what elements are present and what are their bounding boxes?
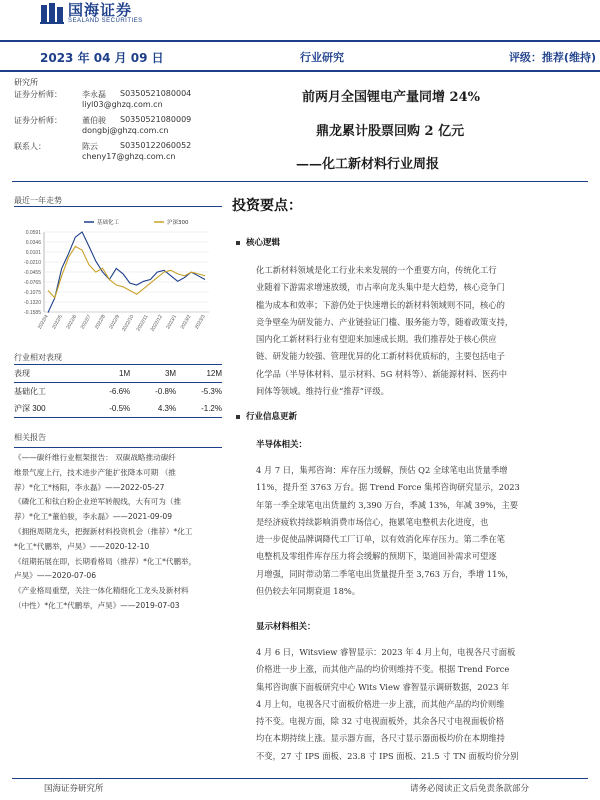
x-tick-label: 2022/5 [51, 314, 65, 331]
legend-label: 基础化工 [97, 220, 120, 226]
chart-y-ticks [24, 230, 41, 316]
analyst-email[interactable]: dongbj@ghzq.com.cn [82, 126, 169, 135]
bullet-square-icon [236, 241, 240, 245]
perf-cell: 基础化工 [14, 387, 46, 396]
core-logic-heading: 核心逻辑 [236, 236, 280, 248]
report-date: 2023 年 04 月 09 日 [40, 51, 164, 65]
perf-title: 行业相对表现 [14, 353, 62, 362]
analyst-name: 董伯骏 [82, 116, 106, 125]
rating: 评级：推荐(维持) [508, 51, 596, 64]
analyst-role: 证券分析师： [14, 90, 62, 99]
logo-en: SEALAND SECURITIES [68, 18, 143, 24]
report-line[interactable]: 维景气度上行，技术进步产能扩张降本可期 （推 [14, 467, 176, 477]
perf-cell: 4.3% [130, 400, 176, 418]
y-tick-label: -0.0455 [24, 270, 41, 276]
perf-header-cell: 3M [130, 365, 176, 383]
company-logo [40, 2, 143, 24]
perf-cell: -1.2% [176, 400, 222, 418]
news-heading: 行业信息更新 [236, 410, 297, 422]
bullet-square-icon [236, 415, 240, 419]
trend-chart [14, 212, 224, 342]
y-tick-label: -0.0765 [24, 280, 41, 286]
logo-cn: 国海证券 [68, 1, 133, 19]
y-tick-label: -0.1585 [24, 310, 41, 316]
analyst-role: 证券分析师： [14, 116, 62, 125]
x-tick-label: 2022/10 [121, 314, 136, 333]
perf-cell: -0.8% [155, 387, 177, 396]
perf-row [14, 400, 222, 418]
perf-header-row [14, 365, 222, 383]
analyst-role: 联系人： [14, 142, 46, 151]
x-tick-label: 2022/7 [79, 314, 93, 331]
perf-row [14, 383, 222, 401]
report-title: 前两月全国锂电产量同增 24% [302, 90, 480, 105]
sealand-logo-icon [40, 2, 64, 24]
trend-rule [14, 206, 222, 207]
footer-institute: 国海证券研究所 [44, 784, 104, 794]
report-line[interactable]: 《产业格局重塑，关注一体化精细化工龙头及新材料 [14, 586, 189, 596]
header-divider [12, 181, 588, 182]
perf-table [14, 364, 222, 418]
footer-rule [12, 778, 588, 779]
legend-label: 沪深300 [167, 220, 189, 226]
semi-heading: 半导体相关： [256, 440, 308, 450]
trend-title: 最近一年走势 [14, 196, 62, 205]
report-line[interactable]: *化工*代鹏举，卢昊》——2020-12-10 [14, 541, 150, 551]
perf-header-cell: 1M [84, 365, 130, 383]
x-tick-label: 2023/1 [165, 314, 179, 331]
report-type: 行业研究 [300, 51, 344, 64]
y-tick-label: -0.0210 [24, 260, 41, 266]
report-line[interactable]: 《纽期拓展在即，长期看格局（推荐）*化工*代鹏举， [14, 556, 197, 566]
chart-grid [44, 232, 209, 312]
analyst-name: 李永磊 [82, 90, 106, 99]
report-line[interactable]: 荐）*化工*杨阳，李永磊》——2022-05-27 [14, 482, 165, 492]
perf-cell: -5.3% [201, 387, 222, 396]
core-logic-paragraph: 化工新材料领域是化工行业未来发展的一个重要方向，传统化工行 业随着下游需求增速放缓，市占率向龙头集中是大趋势，核心竞争门 槛为成本和效率；下游仍处于快速增长的新材料领域则不同，核心的 竞争壁垒为研发能力、产业链验证门槛、服务能力等，随着政策支持， 国内化工新材料行业有望迎来加速成长期。我们推荐处于核心供应 链、研发能力较强、管理优异的化工新材料优质标的，主要包括电子 化学品（半导体材料、显示材料、5G 材料等）、新能源材料、医药中 间体等领域。维持行业“推荐”评级。 [256, 265, 514, 397]
x-tick-label: 2022/4 [36, 314, 50, 331]
reports-title: 相关报告 [14, 433, 46, 442]
y-tick-label: 0.0101 [25, 250, 41, 256]
chart-legend [84, 218, 189, 226]
y-tick-label: -0.1320 [24, 300, 41, 306]
chart-x-ticks [37, 314, 207, 333]
related-reports [14, 432, 222, 614]
analyst-email[interactable]: cheny17@ghzq.com.cn [82, 152, 176, 161]
report-line[interactable]: 《磷化工和钛白粉企业逆军转舰线，大有可为（推 [14, 497, 182, 507]
perf-header-cell: 表现 [14, 365, 84, 383]
perf-cell: -6.6% [109, 387, 131, 396]
x-tick-label: 2022/8 [93, 314, 107, 331]
report-line[interactable]: 卢昊》——2020-07-06 [14, 571, 97, 581]
report-line[interactable]: 荐）*化工*董伯骏，李永磊》——2021-09-09 [14, 512, 173, 522]
report-line[interactable]: 《——碳纤维行业框架报告： 双碳战略推动碳纤 [14, 453, 176, 462]
perf-cell: -0.5% [84, 400, 130, 418]
report-line[interactable]: （中性）*化工*代鹏举，卢昊》——2019-07-03 [14, 600, 180, 610]
x-tick-label: 2022/11 [135, 314, 150, 333]
chart-lines [48, 232, 205, 313]
report-series: ——化工新材料行业周报 [296, 157, 440, 172]
footer-disclaimer[interactable]: 请务必阅读正文后免责条款部分 [410, 784, 530, 794]
institute-label: 研究所 [14, 78, 38, 87]
analyst-code: S0350122060052 [120, 141, 192, 150]
x-tick-label: 2022/6 [65, 314, 79, 331]
display-heading: 显示材料相关： [256, 622, 316, 632]
analyst-email[interactable]: liyl03@ghzq.com.cn [82, 100, 163, 109]
series-line [48, 232, 205, 313]
x-tick-label: 2023/2 [179, 314, 193, 331]
y-tick-label: -0.1075 [24, 290, 41, 296]
analyst-code: S0350521080004 [120, 89, 192, 98]
x-tick-label: 2022/12 [149, 314, 164, 333]
reports-rule [14, 447, 222, 448]
analyst-code: S0350521080009 [120, 115, 192, 124]
key-points-heading: 投资要点： [232, 198, 302, 214]
semi-paragraph: 4 月 7 日，集邦咨询：库存压力缓解，预估 Q2 全球笔电出货量季增 11%，提升至 3763 万台。据 Trend Force 集邦咨询研究显示，2023 年第一季全球笔电出货量约 3,390 万台，季减 13%，年减 39%，主要 是经济疲软持续影响消费市场信心，拖累笔电整机去化进度，也 进一步促使品牌调降代工厂订单，以有效消化库存压力。第二季在笔 电整机及零组件库存压力将会缓解的预期下，渠道回补需求可望逐 月增强，同时带动第二季笔电出货量提升至 3,763 万台，季增 11%， 但仍较去年同期衰退 18%。 [256, 465, 520, 597]
perf-cell: 沪深 300 [14, 400, 84, 418]
report-line[interactable]: 《拥抱周期龙头，把握新材料投资机会（推荐）*化工 [14, 526, 193, 536]
x-tick-label: 2022/9 [108, 314, 122, 331]
y-tick-label: 0.0346 [25, 240, 41, 246]
analyst-name: 陈云 [82, 142, 98, 151]
perf-header-cell: 12M [176, 365, 222, 383]
y-tick-label: 0.0591 [25, 230, 41, 236]
display-paragraph: 4 月 6 日，Witsview 睿智显示：2023 年 4 月上旬，电视各尺寸面板 价格进一步上涨，而其他产品的均价则维持不变。根据 Trend Force 集邦咨询旗下面板研究中心 Wits View 睿智显示调研数据，2023 年 4 月上旬，电视各尺寸面板价格进一步上涨，而其他产品的均价则维 持不变。电视方面，除 32 寸电视面板外，其余各尺寸电视面板价格 均在本期持续上涨。显示器方面，各尺寸显示器面板均价在本期维持 不变，27 寸 IPS 面板、23.8 寸 IPS 面板、21.5 寸 TN 面板均价分别 [256, 647, 519, 761]
x-tick-label: 2023/3 [193, 314, 207, 331]
report-subtitle: 鼎龙累计股票回购 2 亿元 [316, 124, 465, 139]
